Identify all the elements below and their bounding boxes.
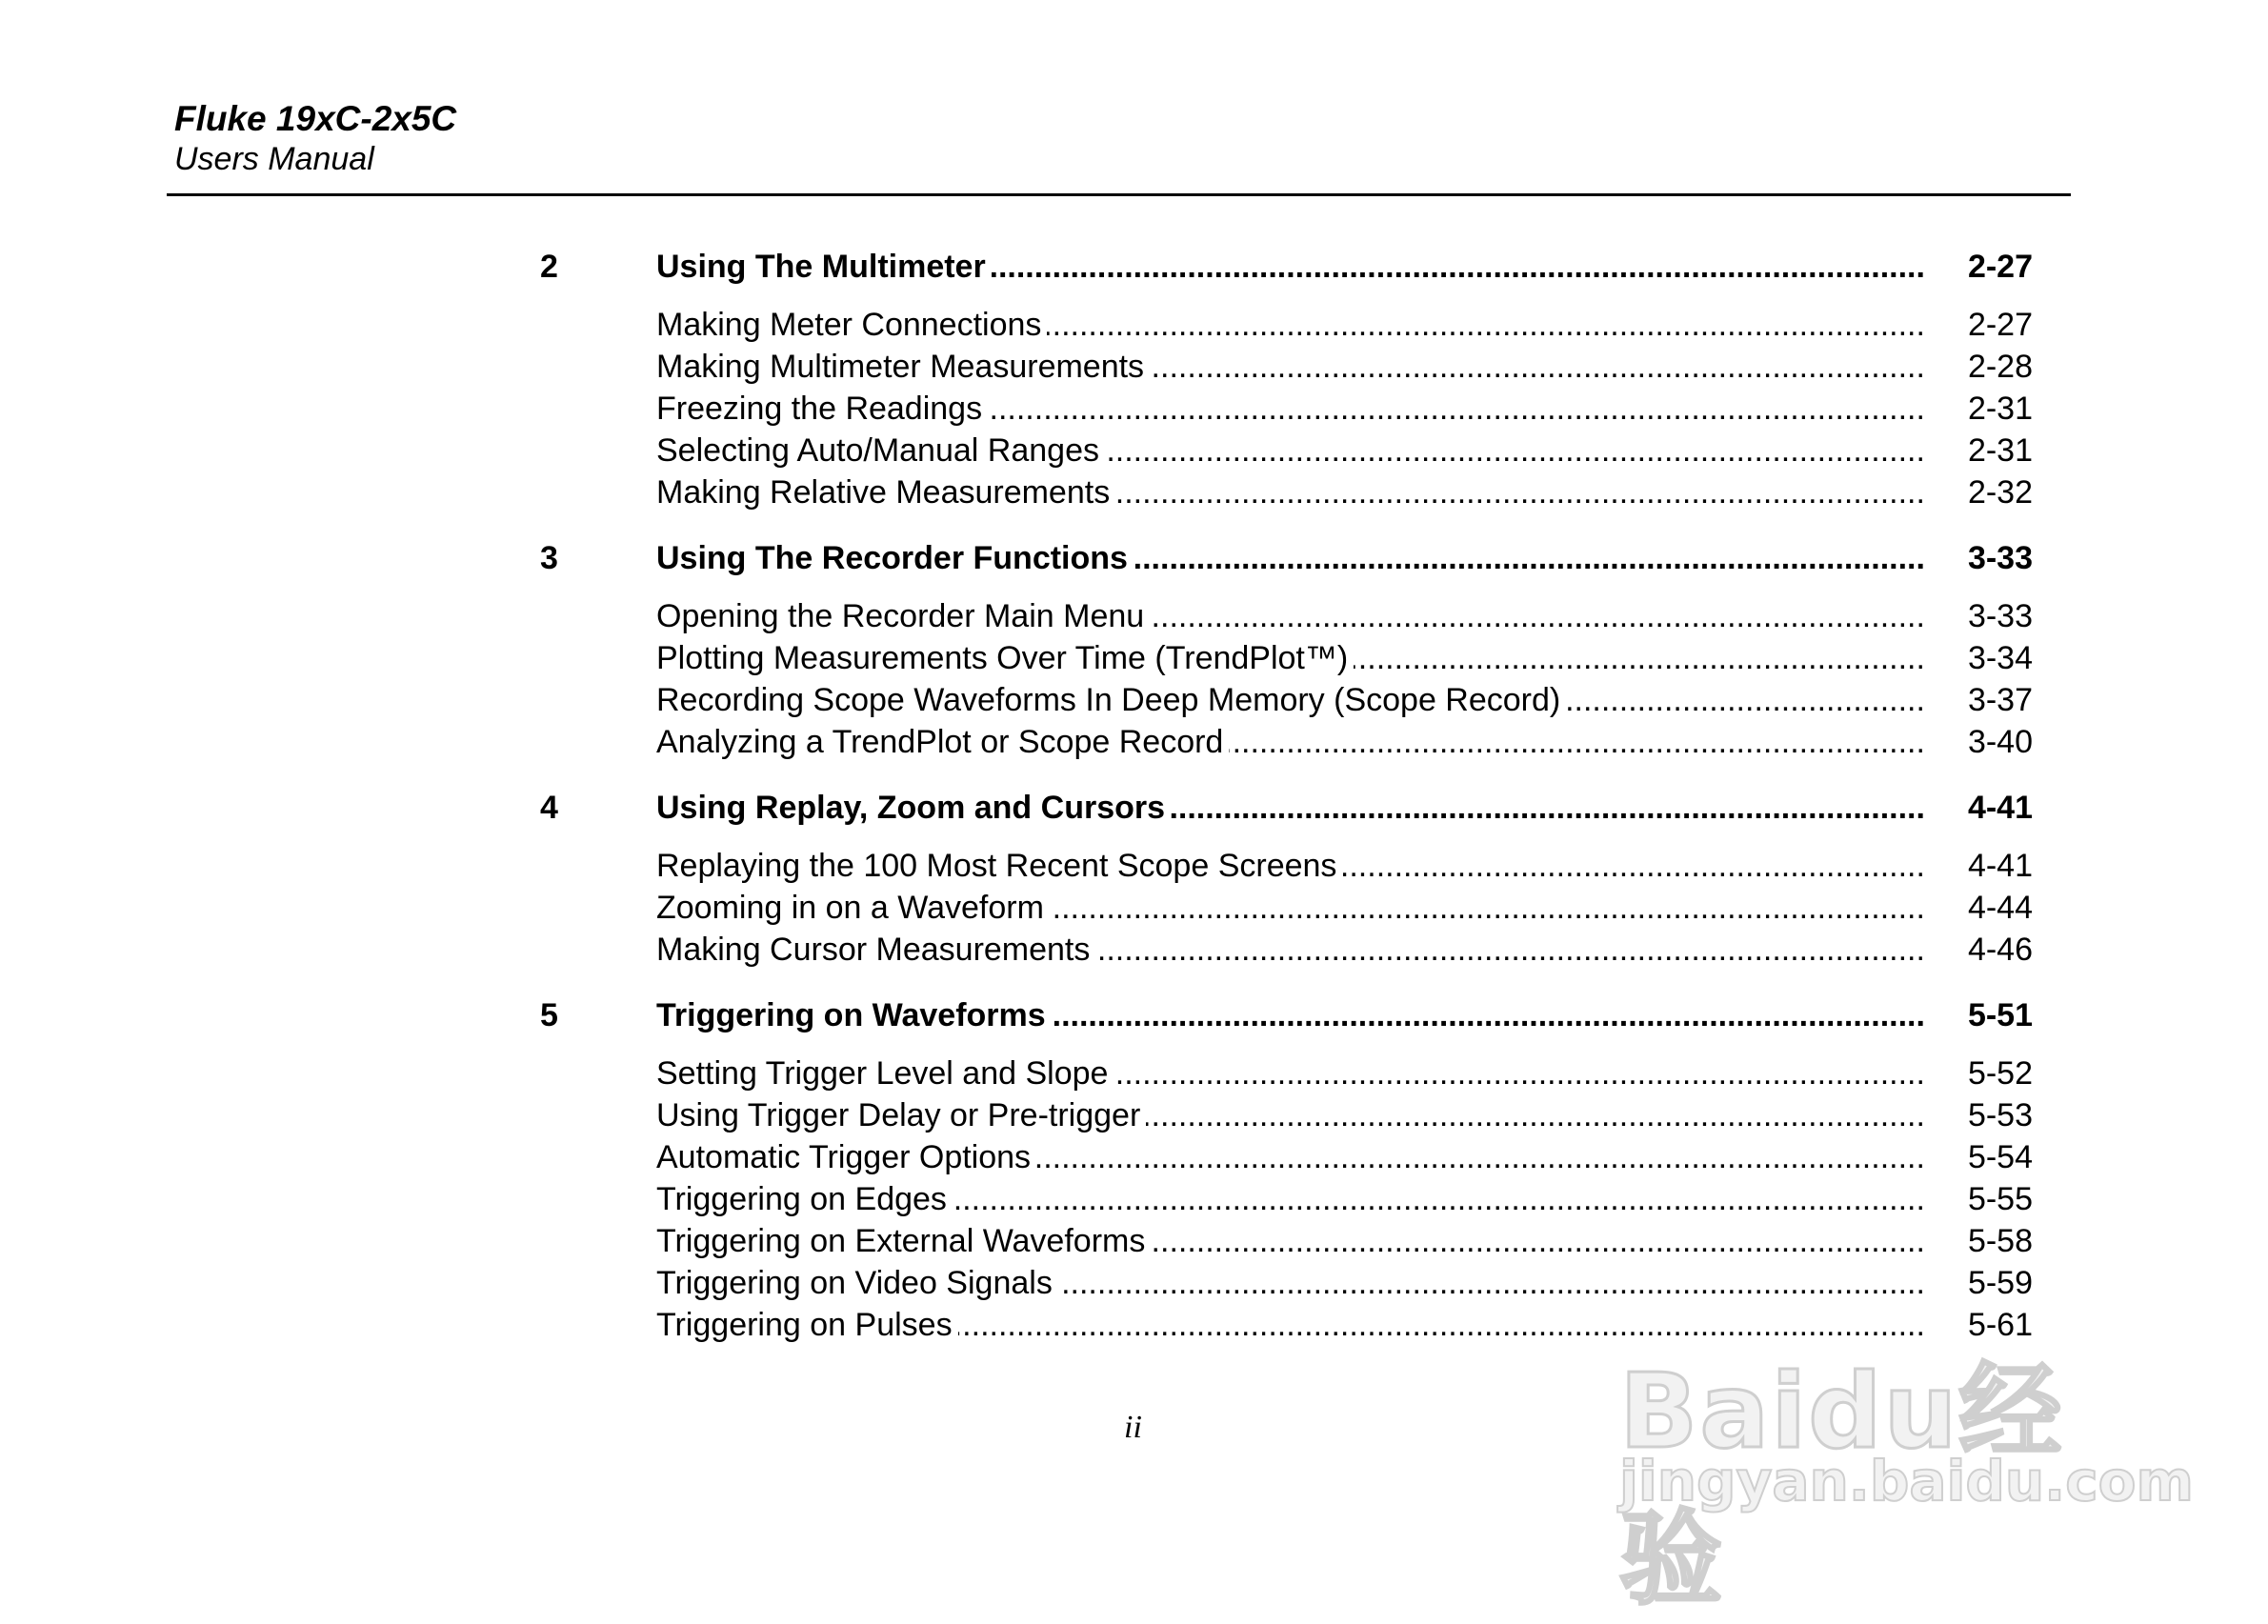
entry-title: Making Cursor Measurements	[656, 932, 1095, 968]
entry-title: Triggering on Edges	[656, 1181, 953, 1217]
entry-title-line	[656, 721, 1925, 763]
entry-title-line	[656, 929, 1925, 971]
document-subtitle: Users Manual	[174, 141, 374, 177]
entry-page: 5-61	[1967, 1307, 2033, 1343]
entry-title: Setting Trigger Level and Slope	[656, 1055, 1114, 1092]
chapter-page: 4-41	[1967, 790, 2033, 826]
toc-entry[interactable]	[0, 346, 2268, 388]
entry-page: 5-53	[1967, 1097, 2033, 1133]
toc-entry-list	[0, 845, 2268, 971]
entry-title: Analyzing a TrendPlot or Scope Record	[656, 724, 1229, 760]
entry-page: 2-27	[1967, 307, 2033, 343]
entry-title: Automatic Trigger Options	[656, 1139, 1036, 1175]
entry-title-line	[656, 304, 1925, 346]
entry-title-line	[656, 595, 1925, 637]
entry-page: 3-33	[1967, 598, 2033, 634]
toc-entry[interactable]	[0, 845, 2268, 887]
entry-title-line	[656, 346, 1925, 388]
chapter-number: 2	[540, 249, 558, 285]
entry-title-line	[656, 1220, 1925, 1262]
entry-title: Making Meter Connections	[656, 307, 1047, 343]
entry-page: 5-59	[1967, 1265, 2033, 1301]
entry-title-line	[656, 679, 1925, 721]
toc-entry[interactable]	[0, 721, 2268, 763]
entry-page: 2-31	[1967, 391, 2033, 427]
table-of-contents	[0, 243, 2268, 1346]
chapter-title-line	[656, 534, 1925, 582]
toc-entry[interactable]	[0, 430, 2268, 471]
chapter-title-line	[656, 992, 1925, 1039]
chapter-title: Using The Recorder Functions	[656, 540, 1134, 576]
toc-entry[interactable]	[0, 388, 2268, 430]
entry-title: Replaying the 100 Most Recent Scope Screens	[656, 848, 1342, 884]
chapter-number: 4	[540, 790, 558, 826]
toc-chapter[interactable]	[0, 534, 2268, 582]
document-title: Fluke 19xC-2x5C	[174, 99, 457, 138]
toc-entry[interactable]	[0, 1136, 2268, 1178]
entry-title: Triggering on Pulses	[656, 1307, 958, 1343]
entry-title: Using Trigger Delay or Pre-trigger	[656, 1097, 1146, 1133]
entry-title-line	[656, 845, 1925, 887]
toc-entry[interactable]	[0, 887, 2268, 929]
baidu-watermark	[1619, 1329, 2194, 1619]
chapter-title-line	[656, 784, 1925, 832]
entry-title-line	[656, 1053, 1925, 1094]
page-folio: ii	[1124, 1410, 1142, 1445]
toc-entry[interactable]	[0, 595, 2268, 637]
chapter-title: Using The Multimeter	[656, 249, 992, 285]
entry-page: 5-58	[1967, 1223, 2033, 1259]
toc-entry[interactable]	[0, 1094, 2268, 1136]
entry-page: 5-55	[1967, 1181, 2033, 1217]
toc-entry[interactable]	[0, 1053, 2268, 1094]
toc-chapter[interactable]	[0, 243, 2268, 291]
chapter-page: 5-51	[1967, 997, 2033, 1033]
toc-entry-list	[0, 595, 2268, 763]
toc-chapter[interactable]	[0, 992, 2268, 1039]
chapter-title: Using Replay, Zoom and Cursors	[656, 790, 1171, 826]
entry-page: 5-52	[1967, 1055, 2033, 1092]
chapter-title: Triggering on Waveforms	[656, 997, 1052, 1033]
watermark-logo-text: Baidu经验	[1619, 1353, 2064, 1619]
toc-entry[interactable]	[0, 471, 2268, 513]
toc-chapter[interactable]	[0, 784, 2268, 832]
entry-title: Selecting Auto/Manual Ranges	[656, 432, 1105, 469]
toc-entry[interactable]	[0, 1262, 2268, 1304]
entry-title-line	[656, 471, 1925, 513]
entry-title-line	[656, 1178, 1925, 1220]
entry-page: 3-40	[1967, 724, 2033, 760]
toc-entry[interactable]	[0, 304, 2268, 346]
entry-page: 2-31	[1967, 432, 2033, 469]
toc-entry[interactable]	[0, 679, 2268, 721]
entry-page: 5-54	[1967, 1139, 2033, 1175]
entry-title: Zooming in on a Waveform	[656, 890, 1050, 926]
entry-page: 2-28	[1967, 349, 2033, 385]
chapter-title-line	[656, 243, 1925, 291]
entry-title: Making Relative Measurements	[656, 474, 1115, 511]
entry-title: Triggering on Video Signals	[656, 1265, 1058, 1301]
entry-page: 4-46	[1967, 932, 2033, 968]
chapter-page: 2-27	[1967, 249, 2033, 285]
header-rule	[167, 193, 2071, 196]
entry-title: Recording Scope Waveforms In Deep Memory (Scope Record)	[656, 682, 1566, 718]
entry-page: 3-34	[1967, 640, 2033, 676]
entry-title-line	[656, 887, 1925, 929]
entry-title: Opening the Recorder Main Menu	[656, 598, 1150, 634]
entry-title-line	[656, 637, 1925, 679]
toc-entry[interactable]	[0, 1178, 2268, 1220]
toc-entry-list	[0, 304, 2268, 513]
entry-title: Triggering on External Waveforms	[656, 1223, 1151, 1259]
toc-entry[interactable]	[0, 637, 2268, 679]
document-header	[174, 99, 456, 179]
entry-title-line	[656, 1262, 1925, 1304]
toc-entry[interactable]	[0, 929, 2268, 971]
entry-page: 2-32	[1967, 474, 2033, 511]
entry-title-line	[656, 1136, 1925, 1178]
entry-page: 4-44	[1967, 890, 2033, 926]
entry-title: Freezing the Readings	[656, 391, 988, 427]
toc-entry-list	[0, 1053, 2268, 1346]
entry-title-line	[656, 1094, 1925, 1136]
toc-entry[interactable]	[0, 1220, 2268, 1262]
entry-title: Plotting Measurements Over Time (TrendPlot™)	[656, 640, 1354, 676]
watermark-url: jingyan.baidu.com	[1619, 1449, 2194, 1514]
entry-title-line	[656, 388, 1925, 430]
entry-title: Making Multimeter Measurements	[656, 349, 1150, 385]
chapter-page: 3-33	[1967, 540, 2033, 576]
entry-page: 4-41	[1967, 848, 2033, 884]
chapter-number: 3	[540, 540, 558, 576]
entry-title-line	[656, 430, 1925, 471]
entry-page: 3-37	[1967, 682, 2033, 718]
chapter-number: 5	[540, 997, 558, 1033]
